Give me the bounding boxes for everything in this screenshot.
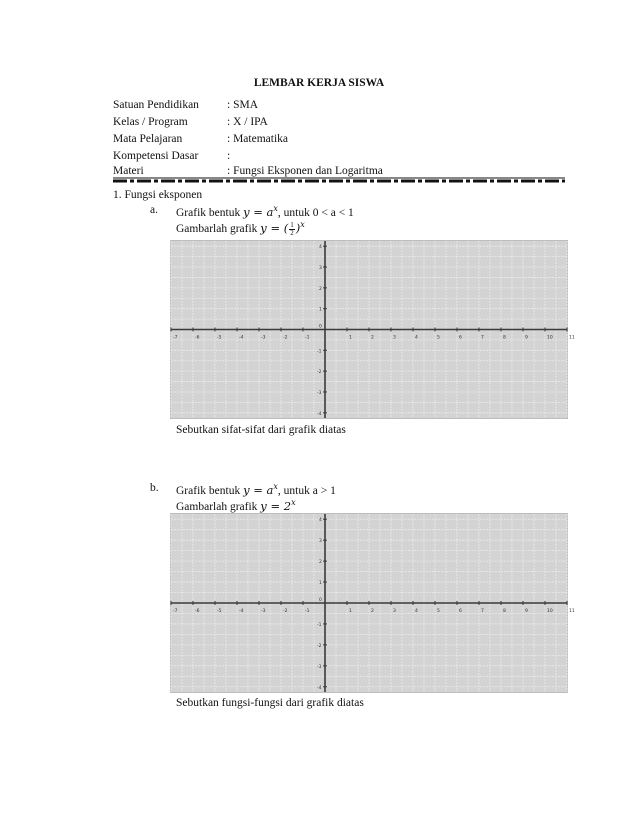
origin-label: 0	[319, 598, 322, 603]
y-tick-label: 4	[319, 245, 322, 251]
y-tick-label: 3	[319, 539, 322, 545]
item-a-marker: a.	[150, 204, 158, 216]
y-tick-label: 3	[319, 266, 322, 272]
x-tick-label: 7	[481, 335, 484, 341]
item-b-question: Sebutkan fungsi-fungsi dari grafik diatas	[176, 697, 364, 709]
y-tick-label: -2	[317, 643, 322, 649]
item-a-text: Grafik bentuk	[176, 206, 244, 219]
y-tick-label: 1	[319, 307, 322, 313]
x-tick-label: 7	[481, 609, 484, 614]
x-tick-label: 3	[393, 609, 396, 614]
label-kelas-program: Kelas / Program	[113, 116, 188, 128]
label-satuan-pendidikan: Satuan Pendidikan	[113, 99, 199, 111]
label-materi: Materi	[113, 165, 144, 177]
x-tick-label: 6	[459, 335, 462, 341]
x-tick-label: 11	[569, 335, 575, 341]
item-a-formula: y = a	[243, 204, 274, 219]
coordinate-grid-b[interactable]	[170, 513, 575, 693]
x-tick-label: -1	[305, 609, 310, 614]
item-b-draw-formula: y = 2	[260, 498, 292, 513]
decorative-divider	[113, 175, 565, 185]
x-tick-label: 4	[415, 335, 418, 341]
y-tick-label: -1	[317, 622, 322, 628]
y-tick-label: -4	[317, 411, 322, 417]
x-tick-label: 2	[371, 609, 374, 614]
item-a-statement	[176, 204, 354, 219]
fraction-denominator: 2	[290, 228, 294, 237]
page-title: LEMBAR KERJA SISWA	[253, 77, 385, 89]
x-tick-label: -4	[239, 609, 244, 614]
x-tick-label: -4	[239, 335, 244, 341]
item-b-condition: , untuk a > 1	[277, 484, 336, 497]
x-tick-label: 2	[371, 335, 374, 341]
y-tick-label: 2	[319, 286, 322, 292]
item-b-formula: y = a	[243, 482, 274, 497]
x-tick-label: 1	[349, 609, 352, 614]
value-kelas-program: : X / IPA	[227, 116, 268, 128]
x-tick-label: 3	[393, 335, 396, 341]
x-tick-label: 11	[569, 609, 575, 614]
y-tick-label: 1	[319, 581, 322, 587]
y-tick-label: -1	[317, 349, 322, 355]
x-tick-label: -5	[217, 609, 222, 614]
grid-b-svg	[171, 514, 575, 692]
x-tick-label: 9	[525, 609, 528, 614]
x-tick-label: -1	[305, 335, 310, 341]
x-tick-label: -7	[173, 335, 178, 341]
section-1-title: 1. Fungsi eksponen	[113, 189, 203, 201]
item-b-marker: b.	[150, 482, 159, 494]
y-tick-label: 2	[319, 560, 322, 566]
grid-a-svg	[171, 241, 575, 418]
x-tick-label: -6	[195, 609, 200, 614]
x-tick-label: 1	[349, 335, 352, 341]
x-tick-label: -3	[261, 335, 266, 341]
x-tick-label: -7	[173, 609, 178, 614]
y-tick-label: -3	[317, 664, 322, 670]
x-tick-label: -6	[195, 335, 200, 341]
coordinate-grid-a[interactable]	[170, 240, 575, 419]
y-tick-label: -4	[317, 685, 322, 691]
item-b-draw-text: Gambarlah grafik	[176, 500, 261, 513]
x-tick-label: 8	[503, 335, 506, 341]
item-a-draw-formula: y = (	[260, 220, 289, 235]
y-tick-label: -2	[317, 370, 322, 376]
item-b-instruction	[176, 498, 296, 513]
y-tick-label: 4	[319, 518, 322, 524]
item-a-draw-text: Gambarlah grafik	[176, 222, 261, 235]
origin-label: 0	[319, 324, 322, 330]
x-tick-label: 5	[437, 609, 440, 614]
item-b-exponent: x	[273, 482, 278, 491]
value-satuan-pendidikan: : SMA	[227, 99, 258, 111]
value-mata-pelajaran: : Matematika	[227, 133, 288, 145]
item-a-fraction	[289, 222, 295, 237]
value-kompetensi-dasar: :	[227, 150, 231, 162]
y-tick-label: -3	[317, 390, 322, 396]
item-a-condition: , untuk 0 < a < 1	[277, 206, 354, 219]
x-tick-label: 10	[547, 609, 553, 614]
x-tick-label: 10	[547, 335, 553, 341]
x-tick-label: 4	[415, 609, 418, 614]
item-a-paren-close: )	[295, 220, 301, 235]
x-tick-label: 5	[437, 335, 440, 341]
x-tick-label: 8	[503, 609, 506, 614]
item-b-text: Grafik bentuk	[176, 484, 244, 497]
x-tick-label: 6	[459, 609, 462, 614]
x-tick-label: -3	[261, 609, 266, 614]
item-a-draw-exponent: x	[300, 220, 305, 229]
label-kompetensi-dasar: Kompetensi Dasar	[113, 150, 199, 162]
item-a-question: Sebutkan sifat-sifat dari grafik diatas	[176, 424, 346, 436]
x-tick-label: 9	[525, 335, 528, 341]
fraction-numerator: 1	[290, 220, 294, 229]
x-tick-label: -2	[283, 335, 288, 341]
x-tick-label: -5	[217, 335, 222, 341]
item-a-instruction	[176, 220, 305, 237]
item-b-draw-exponent: x	[291, 498, 296, 507]
item-b-statement	[176, 482, 336, 497]
value-materi: : Fungsi Eksponen dan Logaritma	[227, 165, 383, 177]
x-tick-label: -2	[283, 609, 288, 614]
item-a-exponent: x	[273, 204, 278, 213]
label-mata-pelajaran: Mata Pelajaran	[113, 133, 183, 145]
